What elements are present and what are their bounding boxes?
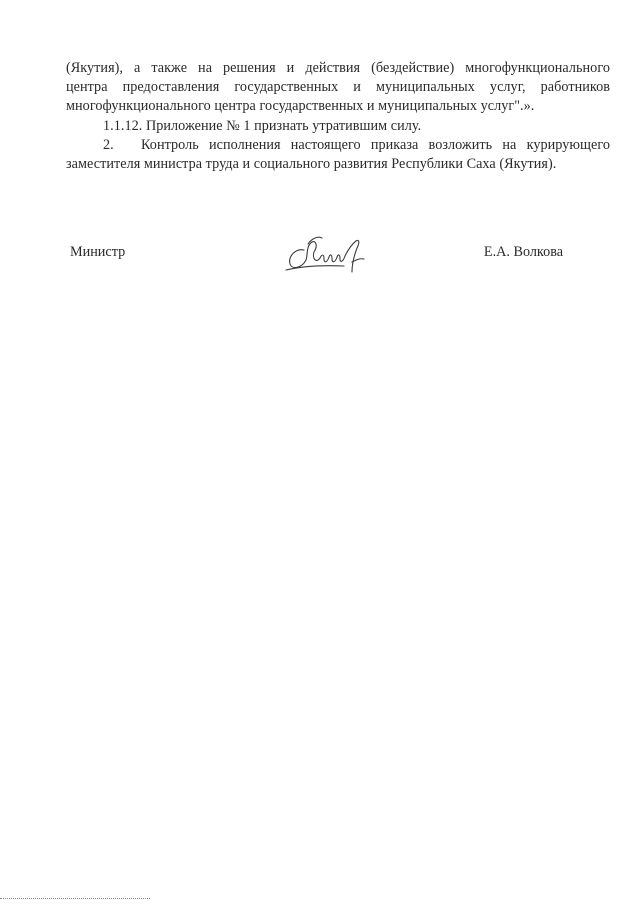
text-line: центра предоставления государственных и муниципальных услуг, работников — [66, 79, 610, 96]
text-line: многофункционального центра государственных и муниципальных услуг".». — [66, 98, 535, 115]
text-line: 1.1.12. Приложение № 1 признать утратившим силу. — [103, 117, 422, 134]
document-body — [66, 59, 610, 174]
signer-name: Е.А. Волкова — [483, 244, 563, 260]
text-line: заместителя министра труда и социального развития Республики Саха (Якутия). — [66, 156, 557, 173]
signer-role: Министр — [70, 244, 126, 260]
text-line — [66, 136, 610, 155]
clause-text: Контроль исполнения настоящего приказа возложить на курирующего — [141, 136, 610, 153]
handwritten-signature — [282, 232, 368, 280]
clause-1-1-12 — [66, 117, 610, 136]
signature-block — [0, 240, 640, 290]
clause-2 — [66, 136, 610, 174]
footer-dotted-rule — [0, 898, 150, 899]
text-line: (Якутия), а также на решения и действия (бездействие) многофункционального — [66, 60, 610, 76]
paragraph-continuation — [66, 59, 610, 117]
clause-number: 2. — [103, 136, 114, 153]
